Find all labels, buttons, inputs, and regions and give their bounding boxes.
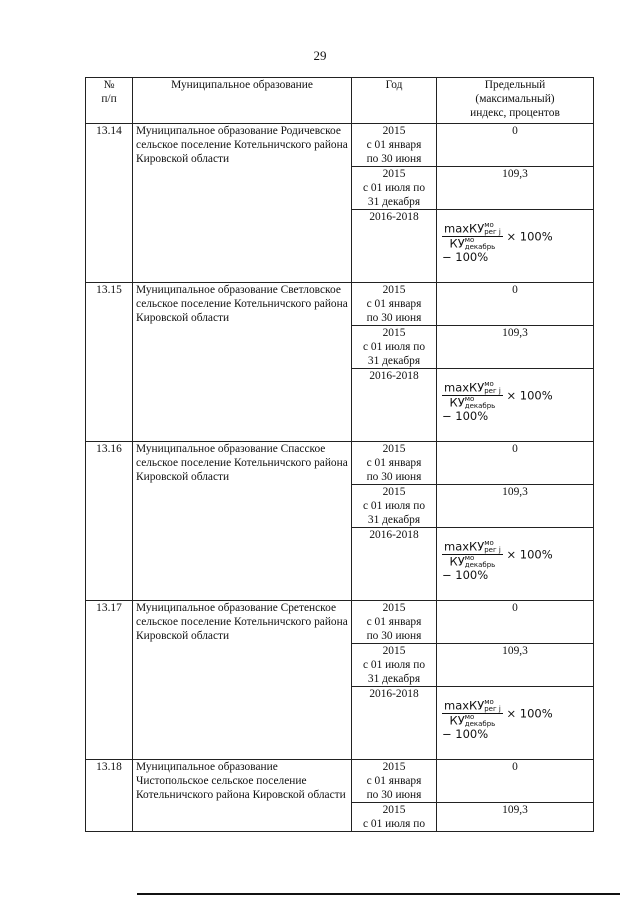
header-index: Предельный (максимальный) индекс, процентов xyxy=(437,78,594,124)
formula-num-sub: рег j xyxy=(484,387,501,395)
table-row xyxy=(86,601,594,644)
table-row xyxy=(86,283,594,326)
period-year: 2016-2018 xyxy=(352,369,437,442)
formula-den-sub: декабрь xyxy=(464,402,496,410)
formula-num-main: maxКУ xyxy=(444,380,485,395)
municipality-name: Муниципальное образование Чистопольское сельское поселение Котельничского района Кировской области xyxy=(133,760,352,832)
formula-numerator xyxy=(442,540,503,555)
index-value: 109,3 xyxy=(437,167,594,210)
formula-den-sub: декабрь xyxy=(464,720,496,728)
formula-den-supsub xyxy=(465,555,496,569)
row-number: 13.17 xyxy=(86,601,133,760)
formula-den-main: КУ xyxy=(449,713,465,728)
index-value: 109,3 xyxy=(437,803,594,832)
formula-times: × 100% xyxy=(506,388,553,403)
formula-num-supsub xyxy=(484,222,501,236)
table-row xyxy=(86,760,594,803)
header-year: Год xyxy=(352,78,437,124)
period-year: 2015 с 01 января по 30 июня xyxy=(352,283,437,326)
formula-denominator xyxy=(442,555,503,569)
formula-den-sub: декабрь xyxy=(464,561,496,569)
period-year: 2015 с 01 января по 30 июня xyxy=(352,442,437,485)
header-municipality: Муниципальное образование xyxy=(133,78,352,124)
formula-den-sup: мо xyxy=(464,554,475,562)
page-number: 29 xyxy=(313,48,327,63)
period-year: 2015 с 01 января по 30 июня xyxy=(352,760,437,803)
period-year: 2016-2018 xyxy=(352,210,437,283)
formula-den-supsub xyxy=(465,237,496,251)
period-year: 2015 с 01 июля по 31 декабря xyxy=(352,326,437,369)
formula-num-sub: рег j xyxy=(484,546,501,554)
formula-num-sub: рег j xyxy=(484,705,501,713)
index-value: 0 xyxy=(437,124,594,167)
formula xyxy=(440,222,590,264)
formula-minus: − 100% xyxy=(442,568,489,582)
index-formula xyxy=(437,210,594,283)
formula-num-supsub xyxy=(484,540,501,554)
index-value: 109,3 xyxy=(437,644,594,687)
formula-den-sup: мо xyxy=(464,395,475,403)
header-num: № п/п xyxy=(86,78,133,124)
index-value: 109,3 xyxy=(437,326,594,369)
formula-num-main: maxКУ xyxy=(444,539,485,554)
index-formula xyxy=(437,369,594,442)
formula xyxy=(440,699,590,741)
formula-fraction xyxy=(442,381,503,410)
formula-num-supsub xyxy=(484,699,501,713)
row-number: 13.16 xyxy=(86,442,133,601)
row-number: 13.15 xyxy=(86,283,133,442)
period-year: 2016-2018 xyxy=(352,528,437,601)
period-year: 2015 с 01 января по 30 июня xyxy=(352,124,437,167)
index-value: 0 xyxy=(437,601,594,644)
municipality-name: Муниципальное образование Родичевское сельское поселение Котельничского района Кировской области xyxy=(133,124,352,283)
formula-num-sup: мо xyxy=(484,698,494,706)
formula-denominator xyxy=(442,237,503,251)
table-header-row xyxy=(86,78,594,124)
period-year: 2015 с 01 июля по 31 декабря xyxy=(352,644,437,687)
formula xyxy=(440,381,590,423)
formula xyxy=(440,540,590,582)
footer-rule xyxy=(137,893,620,895)
tariff-index-table xyxy=(85,77,594,832)
municipality-name: Муниципальное образование Светловское сельское поселение Котельничского района Кировской области xyxy=(133,283,352,442)
period-year: 2016-2018 xyxy=(352,687,437,760)
formula-times: × 100% xyxy=(506,229,553,244)
formula-times: × 100% xyxy=(506,547,553,562)
formula-num-main: maxКУ xyxy=(444,698,485,713)
period-year: 2015 с 01 июля по 31 декабря xyxy=(352,167,437,210)
row-number: 13.14 xyxy=(86,124,133,283)
formula-minus: − 100% xyxy=(442,250,489,264)
index-value: 0 xyxy=(437,442,594,485)
formula-fraction xyxy=(442,540,503,569)
formula-times: × 100% xyxy=(506,706,553,721)
formula-den-supsub xyxy=(465,714,496,728)
index-formula xyxy=(437,687,594,760)
index-value: 109,3 xyxy=(437,485,594,528)
formula-num-sup: мо xyxy=(484,539,494,547)
formula-num-supsub xyxy=(484,381,501,395)
formula-num-sup: мо xyxy=(484,380,494,388)
formula-den-sub: декабрь xyxy=(464,243,496,251)
formula-num-sup: мо xyxy=(484,221,494,229)
index-formula xyxy=(437,528,594,601)
index-value: 0 xyxy=(437,760,594,803)
formula-numerator xyxy=(442,222,503,237)
formula-den-main: КУ xyxy=(449,554,465,569)
table-row xyxy=(86,124,594,167)
formula-numerator xyxy=(442,381,503,396)
formula-minus: − 100% xyxy=(442,409,489,423)
period-year: 2015 с 01 июля по 31 декабря xyxy=(352,485,437,528)
formula-den-supsub xyxy=(465,396,496,410)
row-number: 13.18 xyxy=(86,760,133,832)
table-row xyxy=(86,442,594,485)
formula-fraction xyxy=(442,222,503,251)
formula-den-main: КУ xyxy=(449,236,465,251)
formula-numerator xyxy=(442,699,503,714)
municipality-name: Муниципальное образование Сретенское сельское поселение Котельничского района Кировской области xyxy=(133,601,352,760)
formula-denominator xyxy=(442,396,503,410)
formula-fraction xyxy=(442,699,503,728)
period-year: 2015 с 01 июля по xyxy=(352,803,437,832)
index-value: 0 xyxy=(437,283,594,326)
formula-den-sup: мо xyxy=(464,236,475,244)
formula-den-main: КУ xyxy=(449,395,465,410)
formula-num-main: maxКУ xyxy=(444,221,485,236)
municipality-name: Муниципальное образование Спасское сельское поселение Котельничского района Кировской области xyxy=(133,442,352,601)
formula-minus: − 100% xyxy=(442,727,489,741)
formula-num-sub: рег j xyxy=(484,228,501,236)
formula-den-sup: мо xyxy=(464,713,475,721)
period-year: 2015 с 01 января по 30 июня xyxy=(352,601,437,644)
formula-denominator xyxy=(442,714,503,728)
